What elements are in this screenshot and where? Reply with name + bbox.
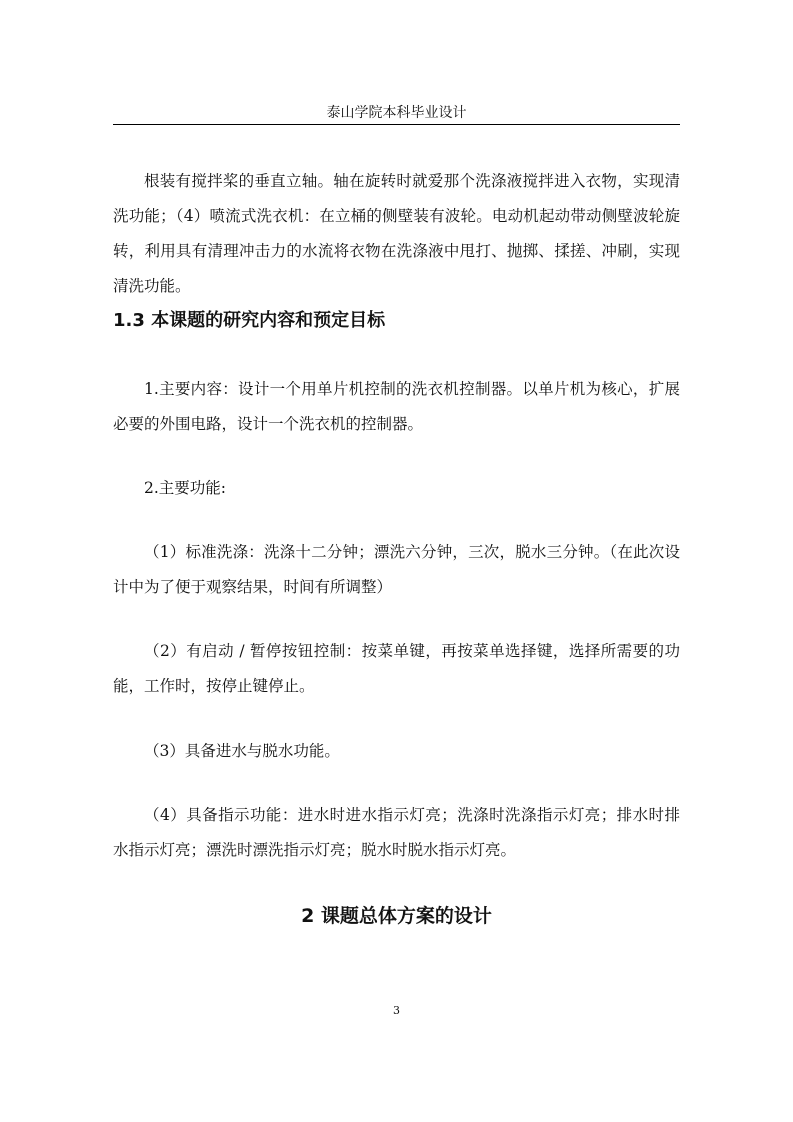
paragraph-washer-types: 根装有搅拌桨的垂直立轴。轴在旋转时就爱那个洗涤液搅拌进入衣物，实现清洗功能；（4）喷流式洗衣机：在立桶的侧壁装有波轮。电动机起动带动侧壁波轮旋转，利用具有清理冲击力的水流将衣物在洗涤液中甩打、抛掷、揉搓、冲刷，实现清洗功能。 bbox=[113, 172, 680, 295]
paragraph-function-1: （1）标准洗涤：洗涤十二分钟；漂洗六分钟，三次，脱水三分钟。（在此次设计中为了便于观察结果，时间有所调整） bbox=[113, 543, 680, 596]
paragraph-function-4: （4）具备指示功能：进水时进水指示灯亮；洗涤时洗涤指示灯亮；排水时排水指示灯亮；漂洗时漂洗指示灯亮；脱水时脱水指示灯亮。 bbox=[113, 806, 680, 859]
page-number: 3 bbox=[393, 1004, 400, 1017]
section-heading-1-3: 1.3 本课题的研究内容和预定目标 bbox=[113, 310, 386, 331]
paragraph-function-3: （3）具备进水与脱水功能。 bbox=[144, 742, 340, 760]
header-rule bbox=[113, 124, 680, 125]
paragraph-function-2: （2）有启动 / 暂停按钮控制：按菜单键，再按菜单选择键，选择所需要的功能，工作时，按停止键停止。 bbox=[113, 642, 680, 695]
paragraph-main-content: 1.主要内容：设计一个用单片机控制的洗衣机控制器。以单片机为核心，扩展必要的外围电路，设计一个洗衣机的控制器。 bbox=[113, 380, 680, 433]
running-header: 泰山学院本科毕业设计 bbox=[326, 105, 467, 121]
chapter-heading-2: 2 课题总体方案的设计 bbox=[301, 905, 492, 927]
paragraph-main-functions: 2.主要功能: bbox=[144, 479, 227, 497]
